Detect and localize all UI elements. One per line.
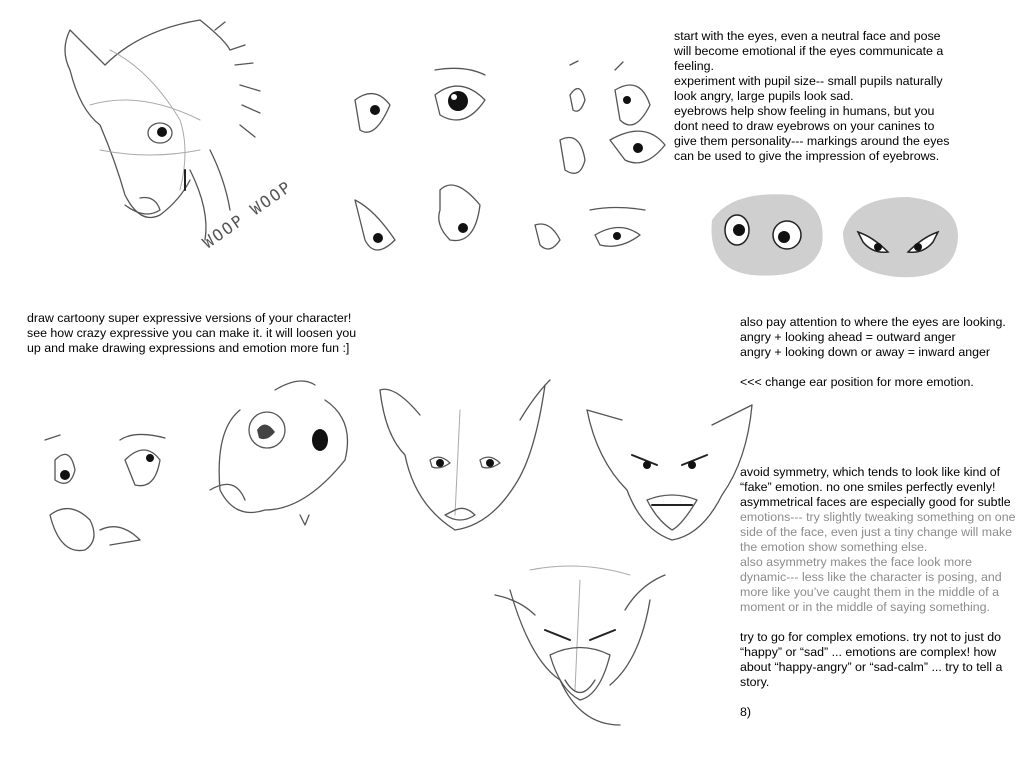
eye-study-7 <box>535 208 645 250</box>
eye-study-6 <box>439 185 480 241</box>
eye-study-4 <box>560 131 665 173</box>
wolf-open-mouth-face <box>490 560 670 735</box>
note-eyes: start with the eyes, even a neutral face and pose will become emotional if the eyes communicate a feeling. experiment with pupil size-- small pupils naturally look angry, large pupils look sad. eyebrows help show feeling in humans, but you dont need to draw eyebrows on your canines to give them personality--- markings around the eyes can be used to give the impression of eyebrows. <box>674 29 950 163</box>
eye-study-2 <box>435 68 485 120</box>
eye-study-3 <box>570 61 650 125</box>
eye-studies-grid <box>345 60 675 270</box>
wolf-front-face <box>375 375 555 540</box>
eye-study-5 <box>355 200 395 250</box>
note-complex: try to go for complex emotions. try not to just do “happy” or “sad” ... emotions are complex! how about “happy-angry” or “sad-calm” ... try to tell a story. <box>740 630 1003 689</box>
note-looking: also pay attention to where the eyes are looking. angry + looking ahead = outward anger angry + looking down or away = inward anger <box>740 315 1006 359</box>
note-cartoony: draw cartoony super expressive versions of your character! see how crazy expressive you can make it. it will loosen you up and make drawing expressions and emotion more fun :] <box>27 311 357 355</box>
wolf-head-sketch <box>30 10 320 270</box>
cartoon-face-2 <box>205 370 360 530</box>
gray-eye-blob-right <box>838 192 964 282</box>
note-symmetry-gray: emotions--- try slightly tweaking something on one side of the face, even just a tiny change will make the emotion show something else. <box>740 510 1016 554</box>
note-sign-off: 8) <box>740 705 752 719</box>
note-symmetry <box>740 450 1024 555</box>
note-symmetry-dark: avoid symmetry, which tends to look like kind of “fake” emotion. no one smiles perfectly evenly! asymmetrical faces are especially good for subtle <box>740 465 1011 509</box>
wolf-snarl-face <box>582 400 757 545</box>
note-ears: <<< change ear position for more emotion. <box>740 375 974 389</box>
note-asymmetry: also asymmetry makes the face look more dynamic--- less like the character is posing, and more like you’ve caught them in the middle of a moment or in the middle of saying something. <box>740 555 1002 614</box>
cartoon-face-1 <box>40 420 175 560</box>
woop-woop-lettering: WOOP WOOP <box>199 176 296 253</box>
gray-eye-blob-left <box>702 190 832 280</box>
eye-study-1 <box>355 94 390 133</box>
